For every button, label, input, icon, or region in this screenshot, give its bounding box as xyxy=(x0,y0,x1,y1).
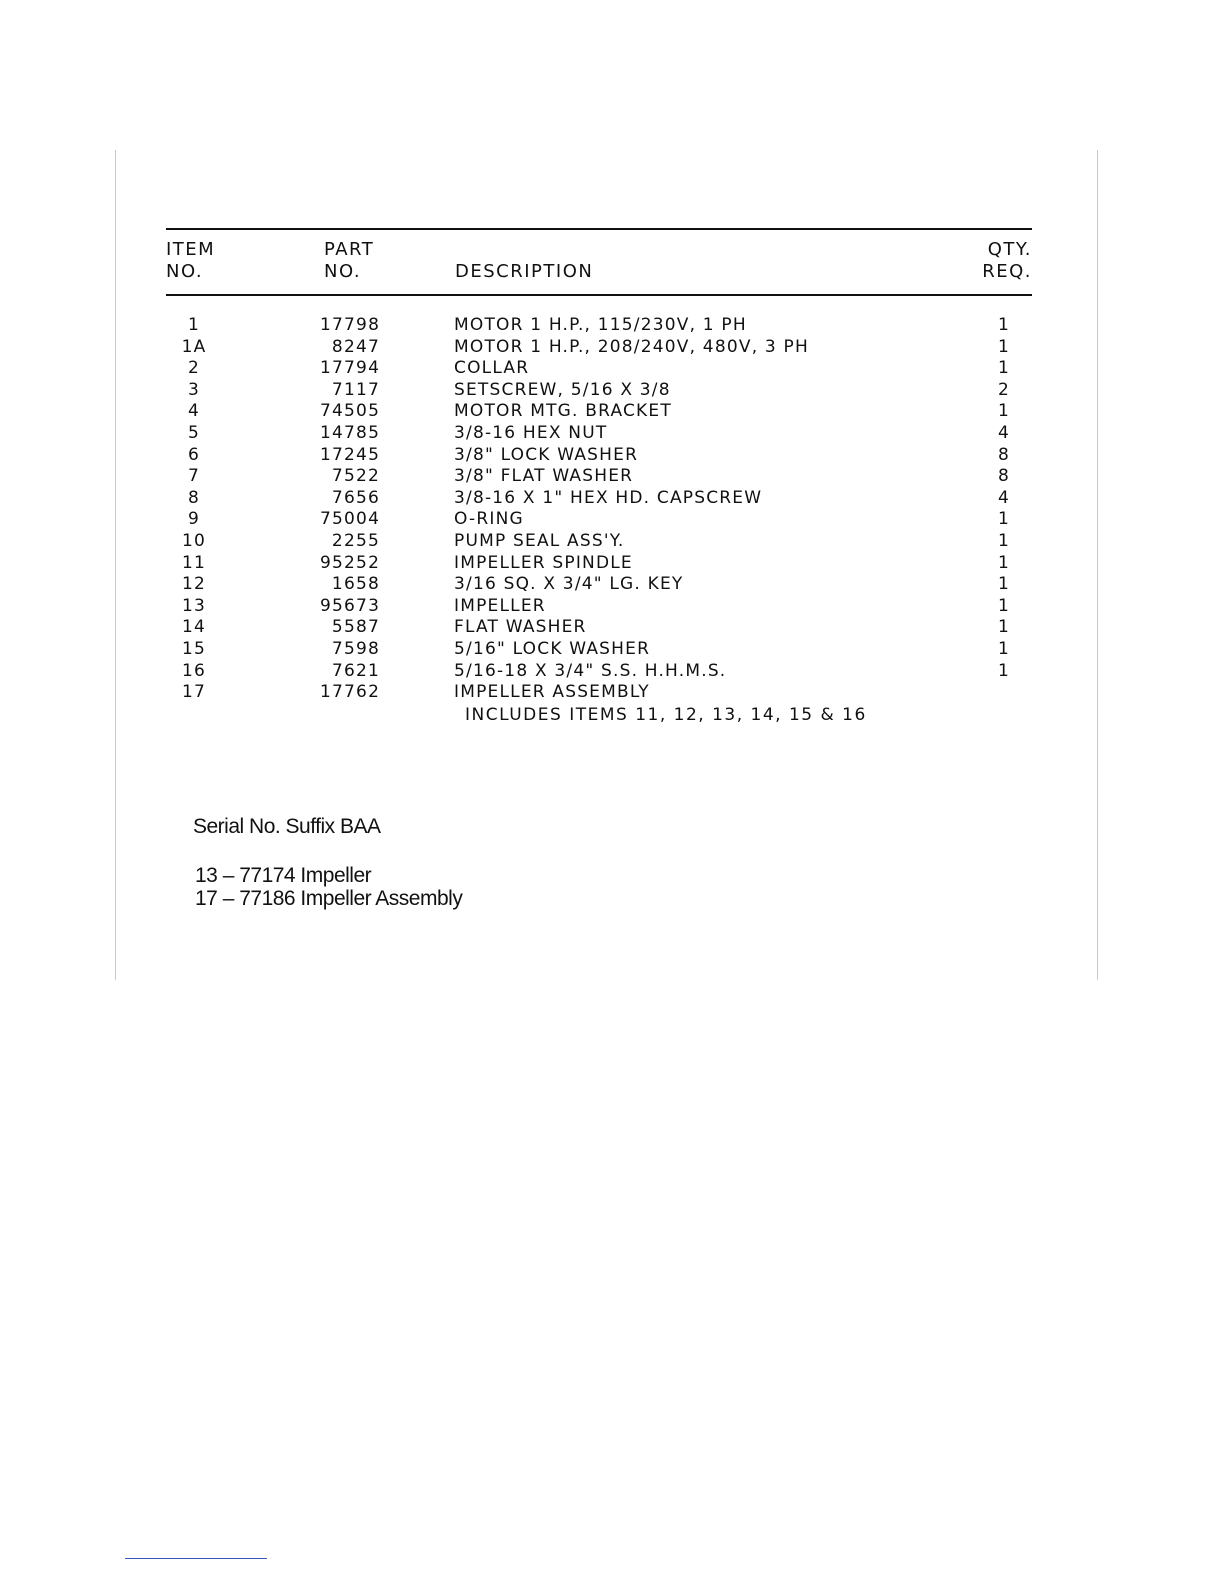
header-description: DESCRIPTION xyxy=(455,261,594,282)
part-no-cell: 5587 xyxy=(331,617,380,638)
impeller-assembly-note: 17 – 77186 Impeller Assembly xyxy=(195,887,463,910)
qty-cell: 4 xyxy=(997,422,1011,443)
table-row xyxy=(0,337,1224,359)
table-row xyxy=(0,639,1224,661)
part-no-cell: 2255 xyxy=(331,530,380,551)
part-no-cell: 95673 xyxy=(320,595,381,616)
header-qty-req xyxy=(960,239,1032,283)
table-row xyxy=(0,596,1224,618)
qty-cell: 1 xyxy=(997,617,1011,638)
table-header-rule xyxy=(166,294,1032,296)
bottom-link-underline[interactable] xyxy=(125,1558,267,1559)
impeller-note: 13 – 77174 Impeller xyxy=(195,864,372,887)
description-cell: IMPELLER SPINDLE xyxy=(454,552,633,573)
qty-cell: 1 xyxy=(997,509,1011,530)
item-no-cell: 2 xyxy=(187,358,201,379)
description-cell: 3/8" FLAT WASHER xyxy=(454,466,634,487)
header-item-line1: ITEM xyxy=(166,239,216,260)
description-cell: SETSCREW, 5/16 X 3/8 xyxy=(454,379,671,400)
table-row xyxy=(0,617,1224,639)
qty-cell: 1 xyxy=(997,660,1011,681)
description-cell: 3/16 SQ. X 3/4" LG. KEY xyxy=(454,574,684,595)
qty-cell: 1 xyxy=(997,552,1011,573)
part-no-cell: 7598 xyxy=(331,638,380,659)
item-no-cell: 5 xyxy=(187,422,201,443)
part-no-cell: 7522 xyxy=(331,466,380,487)
table-top-rule xyxy=(166,228,1032,230)
description-cell: 3/8-16 HEX NUT xyxy=(454,422,608,443)
part-no-cell: 75004 xyxy=(320,509,381,530)
header-part-line2: NO. xyxy=(324,261,362,282)
qty-cell: 1 xyxy=(997,530,1011,551)
description-cell: IMPELLER ASSEMBLY xyxy=(454,682,650,703)
table-row xyxy=(0,380,1224,402)
table-row xyxy=(0,401,1224,423)
part-no-cell: 7117 xyxy=(331,379,380,400)
description-cell: COLLAR xyxy=(454,358,530,379)
qty-cell: 1 xyxy=(997,638,1011,659)
item-no-cell: 3 xyxy=(187,379,201,400)
description-cell: PUMP SEAL ASS'Y. xyxy=(454,530,625,551)
item-no-cell: 1 xyxy=(187,315,201,335)
item-no-cell: 11 xyxy=(181,552,207,573)
parts-table-body xyxy=(0,315,1224,704)
qty-cell: 1 xyxy=(997,358,1011,379)
item-no-cell: 15 xyxy=(181,638,207,659)
description-cell: 3/8-16 X 1" HEX HD. CAPSCREW xyxy=(454,487,763,508)
item-no-cell: 6 xyxy=(187,444,201,465)
item-no-cell: 16 xyxy=(181,660,207,681)
header-part-line1: PART xyxy=(324,239,375,260)
qty-cell: 1 xyxy=(997,315,1011,335)
part-no-cell: 17245 xyxy=(320,444,381,465)
part-no-cell: 1658 xyxy=(331,574,380,595)
table-row xyxy=(0,531,1224,553)
header-item-no xyxy=(166,239,215,283)
description-cell: MOTOR MTG. BRACKET xyxy=(454,401,672,422)
table-row xyxy=(0,423,1224,445)
table-row xyxy=(0,315,1224,337)
includes-note: INCLUDES ITEMS 11, 12, 13, 14, 15 & 16 xyxy=(465,705,867,725)
table-row xyxy=(0,661,1224,683)
part-no-cell: 17798 xyxy=(320,315,381,335)
description-cell: MOTOR 1 H.P., 208/240V, 480V, 3 PH xyxy=(454,336,809,357)
table-row xyxy=(0,682,1224,704)
item-no-cell: 4 xyxy=(187,401,201,422)
item-no-cell: 14 xyxy=(181,617,207,638)
qty-cell: 1 xyxy=(997,401,1011,422)
qty-cell: 4 xyxy=(997,487,1011,508)
description-cell: 3/8" LOCK WASHER xyxy=(454,444,639,465)
table-row xyxy=(0,466,1224,488)
description-cell: IMPELLER xyxy=(454,595,546,616)
item-no-cell: 7 xyxy=(187,466,201,487)
header-part-no xyxy=(324,239,374,283)
description-cell: O-RING xyxy=(454,509,524,530)
item-no-cell: 1A xyxy=(181,336,207,357)
table-row xyxy=(0,445,1224,467)
qty-cell: 1 xyxy=(997,595,1011,616)
item-no-cell: 8 xyxy=(187,487,201,508)
part-no-cell: 17762 xyxy=(320,682,381,703)
table-row xyxy=(0,574,1224,596)
description-cell: 5/16-18 X 3/4" S.S. H.H.M.S. xyxy=(454,660,727,681)
table-row xyxy=(0,553,1224,575)
item-no-cell: 10 xyxy=(181,530,207,551)
part-no-cell: 95252 xyxy=(320,552,381,573)
qty-cell: 2 xyxy=(997,379,1011,400)
table-row xyxy=(0,509,1224,531)
item-no-cell: 12 xyxy=(181,574,207,595)
part-no-cell: 7621 xyxy=(331,660,380,681)
header-qty-line2: REQ. xyxy=(982,261,1032,282)
part-no-cell: 17794 xyxy=(320,358,381,379)
item-no-cell: 9 xyxy=(187,509,201,530)
part-no-cell: 74505 xyxy=(320,401,381,422)
description-cell: 5/16" LOCK WASHER xyxy=(454,638,651,659)
item-no-cell: 17 xyxy=(181,682,207,703)
part-no-cell: 14785 xyxy=(320,422,381,443)
part-no-cell: 8247 xyxy=(331,336,380,357)
qty-cell: 8 xyxy=(997,466,1011,487)
qty-cell: 8 xyxy=(997,444,1011,465)
description-cell: MOTOR 1 H.P., 115/230V, 1 PH xyxy=(454,315,747,335)
item-no-cell: 13 xyxy=(181,595,207,616)
qty-cell: 1 xyxy=(997,574,1011,595)
part-no-cell: 7656 xyxy=(331,487,380,508)
serial-suffix-note: Serial No. Suffix BAA xyxy=(193,815,381,838)
qty-cell: 1 xyxy=(997,336,1011,357)
table-row xyxy=(0,488,1224,510)
table-row xyxy=(0,358,1224,380)
header-item-line2: NO. xyxy=(166,261,204,282)
description-cell: FLAT WASHER xyxy=(454,617,587,638)
header-qty-line1: QTY. xyxy=(987,239,1032,260)
